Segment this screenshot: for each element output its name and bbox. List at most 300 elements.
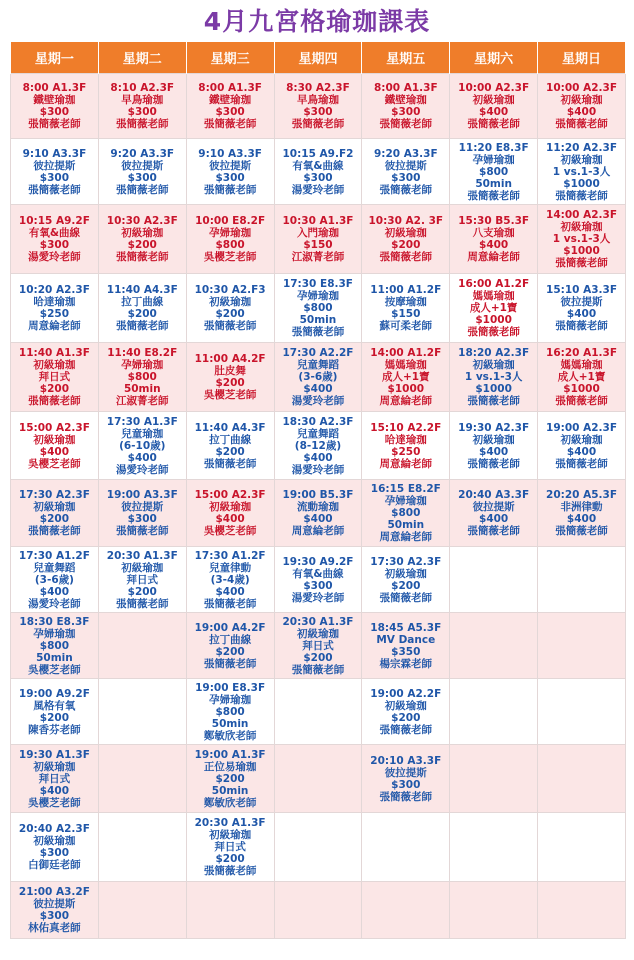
class-detail: 早鳥瑜珈: [121, 94, 164, 106]
class-detail: $300: [127, 171, 157, 184]
class-cell: [274, 547, 362, 613]
class-detail: $200: [215, 445, 245, 458]
class-detail: 周意綸老師: [379, 531, 433, 543]
schedule-row: [11, 139, 626, 205]
class-detail: 流動瑜珈: [296, 501, 339, 513]
class-detail: 陳香芬老師: [28, 723, 81, 736]
class-detail: 初級瑜珈: [560, 153, 603, 166]
class-detail: $400: [566, 445, 597, 458]
class-detail: 張簡薇老師: [116, 118, 169, 130]
class-cell: [11, 813, 99, 882]
class-cell: [362, 274, 450, 343]
class-detail: 張簡薇老師: [203, 657, 257, 670]
class-detail: $200: [215, 772, 245, 785]
class-detail: 初級瑜珈: [560, 221, 603, 233]
class-time-room: 19:00 E8.3F: [195, 681, 266, 694]
class-detail: (8-12歲): [294, 439, 342, 452]
class-detail: 鄭敏欣老師: [203, 729, 257, 742]
class-time-room: 10:30 A2. 3F: [368, 215, 444, 227]
class-detail: 拉丁曲線: [121, 296, 164, 308]
schedule-row: [11, 480, 626, 547]
class-time-room: 18:30 A2.3F: [282, 415, 354, 428]
class-detail: $400: [479, 239, 509, 251]
class-cell: [450, 274, 538, 343]
class-detail: 湯愛玲老師: [291, 183, 345, 196]
class-detail: 周意綸老師: [379, 395, 433, 407]
class-cell: [11, 882, 99, 939]
empty-cell: [274, 882, 362, 939]
class-cell: [362, 547, 450, 613]
class-detail: 媽媽瑜珈: [560, 359, 603, 371]
class-time-room: 17:30 A1.2F: [194, 549, 266, 562]
class-cell: [186, 74, 274, 139]
class-detail: 張簡薇老師: [467, 395, 520, 407]
class-cell: [11, 547, 99, 613]
class-time-room: 17:30 A1.2F: [18, 549, 90, 562]
class-time-room: 20:30 A1.3F: [194, 817, 266, 829]
class-time-room: 19:00 A2.2F: [370, 687, 442, 700]
class-time-room: 17:30 A2.2F: [282, 347, 354, 359]
schedule-row: [11, 412, 626, 480]
weekday-header: 星期四: [274, 42, 362, 74]
class-detail: $300: [215, 106, 245, 118]
class-detail: 鐵壁瑜珈: [209, 94, 252, 106]
class-time-room: 10:15 A9.2F: [18, 215, 90, 227]
class-detail: $200: [391, 711, 421, 724]
class-time-room: 10:00 A2.3F: [546, 82, 618, 94]
class-detail: $800: [215, 239, 245, 251]
class-cell: [186, 412, 274, 480]
class-time-room: 9:10 A3.3F: [198, 147, 262, 160]
class-detail: 拜日式: [214, 841, 246, 853]
class-time-room: 11:20 A2.3F: [546, 141, 618, 154]
class-cell: [98, 547, 186, 613]
class-detail: 周意綸老師: [467, 251, 520, 263]
class-cell: [186, 274, 274, 343]
class-detail: (3-4歲): [210, 573, 250, 586]
class-time-room: 10:30 A1.3F: [282, 215, 354, 227]
class-detail: 彼拉提斯: [384, 159, 427, 172]
class-cell: [11, 74, 99, 139]
class-cell: [11, 412, 99, 480]
class-detail: $350: [391, 645, 421, 658]
class-detail: 周意綸老師: [379, 457, 433, 470]
class-detail: 50min: [211, 784, 249, 797]
class-detail: 彼拉提斯: [209, 159, 252, 172]
class-detail: $250: [391, 445, 421, 458]
class-detail: MV Dance: [376, 633, 436, 646]
class-cell: [362, 139, 450, 205]
class-time-room: 8:10 A2.3F: [110, 82, 175, 94]
class-detail: 張簡薇老師: [203, 320, 257, 332]
class-detail: 孕婦瑜珈: [384, 495, 427, 507]
class-detail: 張簡薇老師: [555, 457, 608, 470]
class-cell: [450, 205, 538, 274]
class-detail: 張簡薇老師: [116, 251, 169, 263]
class-detail: $400: [566, 106, 597, 118]
class-time-room: 9:10 A3.3F: [22, 147, 87, 160]
weekday-header: 星期二: [98, 42, 186, 74]
class-detail: 張簡薇老師: [379, 183, 433, 196]
class-detail: 拉丁曲線: [209, 633, 252, 646]
class-detail: 吳櫻芝老師: [28, 457, 81, 470]
class-detail: 初級瑜珈: [472, 94, 515, 106]
class-detail: $1000: [475, 383, 512, 395]
class-detail: 張簡薇老師: [28, 183, 81, 196]
class-detail: 初級瑜珈: [33, 501, 76, 513]
class-cell: [538, 139, 626, 205]
class-detail: 拜日式: [126, 573, 159, 586]
empty-cell: [274, 745, 362, 813]
class-detail: 孕婦瑜珈: [472, 153, 515, 166]
class-cell: [362, 613, 450, 679]
class-detail: 1 vs.1-3人: [464, 371, 523, 383]
class-detail: 50min: [475, 177, 512, 190]
class-time-room: 10:30 A2.3F: [106, 215, 178, 227]
class-detail: 彼拉提斯: [33, 159, 76, 172]
class-time-room: 11:00 A4.2F: [194, 353, 266, 365]
class-detail: 湯愛玲老師: [291, 591, 345, 604]
class-time-room: 14:00 A2.3F: [546, 209, 618, 221]
class-cell: [450, 139, 538, 205]
class-time-room: 20:10 A3.3F: [370, 754, 442, 767]
class-detail: 初級瑜珈: [33, 835, 76, 847]
class-detail: 張簡薇老師: [555, 118, 608, 130]
class-detail: 張簡薇老師: [116, 597, 169, 610]
empty-cell: [450, 547, 538, 613]
class-detail: 彼拉提斯: [33, 898, 76, 910]
empty-cell: [98, 882, 186, 939]
class-time-room: 10:00 E8.2F: [195, 215, 266, 227]
class-detail: 張簡薇老師: [467, 189, 520, 202]
class-detail: 初級瑜珈: [121, 561, 164, 574]
class-cell: [98, 480, 186, 547]
class-detail: 張簡薇老師: [116, 183, 169, 196]
class-cell: [538, 412, 626, 480]
class-time-room: 18:30 E8.3F: [19, 615, 90, 628]
class-cell: [538, 205, 626, 274]
empty-cell: [538, 813, 626, 882]
class-detail: 張簡薇老師: [467, 326, 520, 338]
class-detail: $400: [479, 513, 509, 525]
class-detail: 湯愛玲老師: [291, 395, 345, 407]
class-detail: 楊宗霖老師: [379, 657, 433, 670]
empty-cell: [186, 882, 274, 939]
schedule-table: [10, 42, 626, 939]
weekday-header-row: [11, 42, 626, 74]
class-detail: 50min: [211, 717, 249, 730]
class-detail: 初級瑜珈: [209, 829, 252, 841]
class-detail: 初級瑜珈: [384, 699, 427, 712]
class-cell: [186, 745, 274, 813]
class-detail: 初級瑜珈: [33, 359, 76, 371]
class-time-room: 10:20 A2.3F: [18, 284, 90, 296]
empty-cell: [274, 813, 362, 882]
class-cell: [98, 139, 186, 205]
class-detail: $300: [39, 239, 70, 251]
class-detail: 初級瑜珈: [209, 296, 252, 308]
class-time-room: 19:00 A4.2F: [194, 621, 266, 634]
class-detail: 張簡薇老師: [379, 251, 433, 263]
class-detail: 張簡薇老師: [555, 189, 608, 202]
class-time-room: 16:15 E8.2F: [370, 483, 441, 495]
class-cell: [98, 274, 186, 343]
class-detail: $200: [39, 711, 70, 724]
class-detail: $800: [303, 302, 333, 314]
class-cell: [274, 480, 362, 547]
class-time-room: 19:30 A9.2F: [282, 555, 354, 568]
class-detail: 孕婦瑜珈: [33, 627, 76, 640]
schedule-row: [11, 745, 626, 813]
class-detail: 拉丁曲線: [209, 433, 252, 446]
empty-cell: [450, 813, 538, 882]
class-time-room: 9:20 A3.3F: [373, 147, 438, 160]
class-detail: 孕婦瑜珈: [209, 693, 252, 706]
empty-cell: [450, 745, 538, 813]
class-detail: 張簡薇老師: [203, 183, 257, 196]
class-detail: 彼拉提斯: [560, 296, 603, 308]
class-cell: [362, 480, 450, 547]
class-detail: $1000: [475, 314, 512, 326]
class-detail: $300: [391, 171, 421, 184]
class-detail: 張簡薇老師: [379, 118, 433, 130]
class-detail: 吳櫻芝老師: [203, 525, 257, 537]
class-time-room: 11:40 A1.3F: [18, 347, 90, 359]
class-time-room: 8:00 A1.3F: [22, 82, 87, 94]
empty-cell: [274, 679, 362, 745]
class-time-room: 20:20 A5.3F: [546, 489, 618, 501]
class-detail: 初級瑜珈: [296, 627, 339, 640]
class-detail: 媽媽瑜珈: [384, 359, 427, 371]
class-cell: [11, 613, 99, 679]
class-detail: 八支瑜珈: [472, 227, 515, 239]
empty-cell: [362, 882, 450, 939]
class-detail: $300: [127, 106, 157, 118]
class-detail: (3-6歲): [298, 371, 338, 383]
schedule-row: [11, 343, 626, 412]
class-detail: 1 vs.1-3人: [552, 165, 611, 178]
class-detail: 兒童舞蹈: [296, 427, 339, 440]
class-detail: 白御廷老師: [28, 859, 81, 871]
class-cell: [11, 679, 99, 745]
class-cell: [98, 412, 186, 480]
class-detail: 吳櫻芝老師: [28, 796, 81, 809]
class-cell: [538, 480, 626, 547]
class-time-room: 20:30 A1.3F: [282, 615, 354, 628]
class-detail: 張簡薇老師: [116, 525, 169, 537]
class-detail: 張簡薇老師: [379, 591, 433, 604]
class-detail: 湯愛玲老師: [28, 597, 81, 610]
page-title: 4月九宮格瑜珈課表: [203, 7, 431, 36]
class-cell: [11, 274, 99, 343]
class-cell: [274, 139, 362, 205]
class-detail: $400: [215, 513, 245, 525]
weekday-header: 星期日: [538, 42, 626, 74]
class-detail: 張簡薇老師: [291, 118, 345, 130]
class-detail: $150: [303, 239, 333, 251]
class-detail: 彼拉提斯: [121, 501, 164, 513]
class-cell: [450, 74, 538, 139]
class-cell: [11, 480, 99, 547]
class-time-room: 19:00 B5.3F: [282, 489, 354, 501]
class-detail: 張簡薇老師: [28, 118, 81, 130]
class-detail: 兒童瑜珈: [121, 427, 164, 440]
class-time-room: 18:20 A2.3F: [458, 347, 530, 359]
empty-cell: [98, 613, 186, 679]
class-detail: 張簡薇老師: [291, 326, 345, 338]
class-cell: [11, 205, 99, 274]
class-detail: 張簡薇老師: [555, 395, 608, 407]
class-detail: $200: [303, 651, 333, 664]
class-detail: 成人+1寶: [557, 371, 606, 383]
class-detail: $300: [39, 171, 70, 184]
class-cell: [450, 412, 538, 480]
class-cell: [362, 205, 450, 274]
empty-cell: [98, 679, 186, 745]
class-detail: $400: [566, 308, 597, 320]
class-detail: 張簡薇老師: [203, 865, 257, 877]
class-detail: 張簡薇老師: [28, 525, 81, 537]
class-detail: 成人+1寶: [381, 371, 430, 383]
class-time-room: 10:15 A9.F2: [282, 147, 354, 160]
class-detail: 肚皮舞: [214, 365, 246, 377]
class-time-room: 20:40 A2.3F: [18, 823, 90, 835]
class-time-room: 17:30 A1.3F: [106, 415, 178, 428]
class-detail: 50min: [36, 651, 73, 664]
class-cell: [362, 343, 450, 412]
class-cell: [11, 139, 99, 205]
class-detail: 媽媽瑜珈: [472, 290, 515, 302]
class-cell: [450, 480, 538, 547]
class-detail: 張簡薇老師: [467, 525, 520, 537]
class-detail: 兒童律動: [209, 561, 252, 574]
empty-cell: [538, 882, 626, 939]
class-detail: 初級瑜珈: [121, 227, 164, 239]
schedule-row: [11, 274, 626, 343]
class-time-room: 15:10 A3.3F: [546, 284, 618, 296]
class-detail: 孕婦瑜珈: [209, 227, 252, 239]
class-detail: 50min: [387, 519, 425, 531]
class-time-room: 16:20 A1.3F: [546, 347, 618, 359]
class-detail: 哈達瑜珈: [384, 433, 427, 446]
class-cell: [538, 343, 626, 412]
class-detail: $200: [215, 645, 245, 658]
class-detail: $200: [215, 308, 245, 320]
class-cell: [362, 679, 450, 745]
class-cell: [186, 139, 274, 205]
class-detail: 拜日式: [38, 371, 71, 383]
class-detail: $400: [39, 445, 70, 458]
class-detail: 張簡薇老師: [467, 118, 520, 130]
class-detail: 初級瑜珈: [560, 433, 603, 446]
class-cell: [274, 274, 362, 343]
class-detail: $800: [215, 705, 245, 718]
class-cell: [274, 613, 362, 679]
empty-cell: [450, 679, 538, 745]
class-detail: 有氧&曲線: [28, 227, 80, 239]
class-cell: [186, 480, 274, 547]
class-detail: 有氧&曲線: [292, 567, 344, 580]
schedule-row: [11, 813, 626, 882]
class-time-room: 21:00 A3.2F: [18, 886, 90, 898]
class-detail: $200: [215, 853, 245, 865]
class-detail: $200: [391, 579, 421, 592]
class-detail: 張簡薇老師: [555, 320, 608, 332]
class-detail: 早鳥瑜珈: [296, 94, 339, 106]
class-cell: [11, 745, 99, 813]
class-detail: 初級瑜珈: [384, 227, 427, 239]
class-detail: 張簡薇老師: [555, 525, 608, 537]
class-detail: 林佑真老師: [28, 922, 81, 934]
class-detail: 張簡薇老師: [555, 257, 608, 269]
class-detail: $400: [303, 451, 333, 464]
class-cell: [186, 679, 274, 745]
class-detail: 湯愛玲老師: [291, 463, 345, 476]
schedule-row: [11, 205, 626, 274]
class-time-room: 10:00 A2.3F: [458, 82, 530, 94]
class-time-room: 8:00 A1.3F: [198, 82, 262, 94]
class-detail: $300: [39, 847, 70, 859]
class-detail: 彼拉提斯: [384, 766, 427, 779]
class-detail: 初級瑜珈: [209, 501, 252, 513]
class-detail: 正位易瑜珈: [203, 760, 257, 773]
class-cell: [538, 274, 626, 343]
class-time-room: 19:00 A9.2F: [18, 687, 90, 700]
class-detail: 初級瑜珈: [33, 433, 76, 446]
class-cell: [274, 412, 362, 480]
class-detail: 有氧&曲線: [292, 159, 344, 172]
class-detail: 初級瑜珈: [472, 359, 515, 371]
class-time-room: 16:00 A1.2F: [458, 278, 530, 290]
class-detail: $400: [566, 513, 597, 525]
class-detail: $150: [391, 308, 421, 320]
class-detail: $400: [39, 784, 70, 797]
class-cell: [274, 343, 362, 412]
class-detail: 吳櫻芝老師: [203, 389, 257, 401]
class-detail: 兒童舞蹈: [33, 561, 76, 574]
class-cell: [186, 547, 274, 613]
empty-cell: [538, 745, 626, 813]
class-detail: 湯愛玲老師: [116, 463, 169, 476]
class-detail: 張簡薇老師: [28, 395, 81, 407]
weekday-header: 星期六: [450, 42, 538, 74]
class-detail: 鄭敏欣老師: [203, 796, 257, 809]
class-detail: $400: [303, 383, 333, 395]
class-detail: 蘇可柔老師: [379, 320, 433, 332]
class-time-room: 20:40 A3.3F: [458, 489, 530, 501]
class-detail: $200: [39, 513, 70, 525]
class-time-room: 17:30 A2.3F: [370, 555, 442, 568]
schedule-row: [11, 74, 626, 139]
empty-cell: [362, 813, 450, 882]
class-detail: $300: [39, 910, 70, 922]
class-time-room: 11:40 A4.3F: [106, 284, 178, 296]
class-time-room: 17:30 E8.3F: [282, 278, 353, 290]
class-cell: [362, 412, 450, 480]
class-time-room: 19:00 A1.3F: [194, 748, 266, 761]
class-detail: 成人+1寶: [469, 302, 518, 314]
class-detail: (6-10歲): [119, 439, 166, 452]
class-time-room: 11:20 E8.3F: [458, 141, 529, 154]
class-time-room: 15:30 B5.3F: [458, 215, 530, 227]
weekday-header: 星期一: [11, 42, 99, 74]
class-detail: $300: [391, 106, 421, 118]
class-detail: 彼拉提斯: [472, 501, 515, 513]
class-time-room: 11:40 A4.3F: [194, 421, 266, 434]
class-detail: 孕婦瑜珈: [121, 359, 164, 371]
class-detail: $1000: [387, 383, 425, 395]
class-detail: $800: [127, 371, 157, 383]
